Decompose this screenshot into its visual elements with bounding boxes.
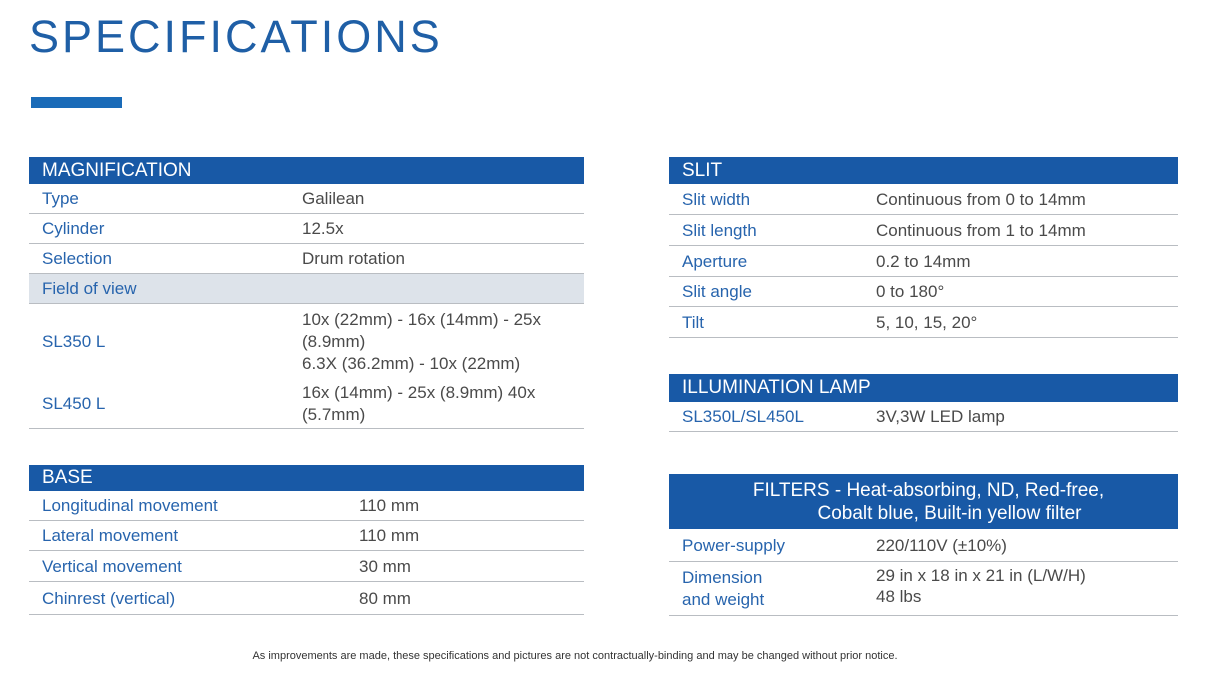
row-label: Slit length: [682, 221, 757, 240]
filters-section: [669, 474, 1178, 616]
dimension-value-line: 48 lbs: [876, 586, 922, 606]
row-label: Slit angle: [682, 282, 752, 301]
table-row: [29, 244, 584, 274]
field-of-view-row: [29, 274, 584, 304]
illumination-header: ILLUMINATION LAMP: [669, 374, 1178, 402]
field-of-view-label: Field of view: [42, 279, 137, 298]
table-row: [669, 402, 1178, 432]
sl350-label: SL350 L: [42, 331, 106, 351]
row-label: Selection: [42, 249, 112, 268]
dimension-label-line: Dimension: [682, 567, 763, 587]
row-value: 5, 10, 15, 20°: [876, 313, 978, 332]
row-value: Drum rotation: [302, 249, 405, 268]
row-value: 110 mm: [359, 526, 420, 545]
sl350-line: 10x (22mm) - 16x (14mm) - 25x: [302, 309, 541, 329]
row-value: 30 mm: [359, 557, 411, 576]
slit-section: [669, 157, 1178, 338]
sl450-line: (5.7mm): [302, 404, 366, 424]
sl350-row: [29, 304, 584, 379]
row-label: Aperture: [682, 252, 748, 271]
base-header: BASE: [29, 465, 584, 491]
row-label: Chinrest (vertical): [42, 589, 176, 608]
table-row: [29, 184, 584, 214]
row-label: Longitudinal movement: [42, 496, 218, 515]
filters-title-line: FILTERS - Heat-absorbing, ND, Red-free,: [752, 480, 1105, 501]
sl450-row: [29, 379, 584, 429]
page-title: SPECIFICATIONS: [29, 11, 443, 62]
row-value: 12.5x: [302, 219, 344, 238]
footnote: As improvements are made, these specifications and pictures are not contractually-binding and may be changed without prior notice.: [252, 650, 898, 662]
row-label: Lateral movement: [42, 526, 179, 545]
table-row: [29, 582, 584, 615]
table-row: [29, 521, 584, 551]
power-supply-value: 220/110V (±10%): [876, 536, 1007, 555]
sl350-line: (8.9mm): [302, 331, 366, 351]
row-label: Type: [42, 189, 79, 208]
table-row: [669, 246, 1178, 277]
table-row: [29, 214, 584, 244]
dimension-value-line: 29 in x 18 in x 21 in (L/W/H): [876, 565, 1086, 585]
dimension-label: [669, 567, 876, 611]
table-row: [29, 491, 584, 521]
row-label: Tilt: [682, 313, 705, 332]
table-row: [29, 551, 584, 582]
row-value: 3V,3W LED lamp: [876, 407, 1005, 426]
row-label: Cylinder: [42, 219, 105, 238]
row-value: Continuous from 0 to 14mm: [876, 190, 1086, 209]
slit-header: SLIT: [669, 157, 1178, 184]
table-row: [669, 277, 1178, 307]
sl350-value: [302, 309, 541, 375]
dimension-label-line: and weight: [682, 589, 765, 609]
table-row: [669, 307, 1178, 338]
table-row: [669, 215, 1178, 246]
row-value: Continuous from 1 to 14mm: [876, 221, 1086, 240]
row-label: Slit width: [682, 190, 751, 209]
dimension-value: [876, 565, 1086, 607]
table-row: [669, 184, 1178, 215]
row-label: SL350L/SL450L: [682, 407, 804, 426]
illumination-section: [669, 374, 1178, 432]
table-row: [669, 529, 1178, 562]
row-label: Vertical movement: [42, 557, 182, 576]
row-value: 0 to 180°: [876, 282, 945, 301]
base-section: [29, 465, 584, 615]
filters-title-line: Cobalt blue, Built-in yellow filter: [817, 503, 1082, 524]
row-value: Galilean: [302, 189, 365, 208]
dimension-row: [669, 562, 1178, 616]
magnification-section: [29, 157, 584, 429]
power-supply-label: Power-supply: [682, 536, 785, 555]
row-value: 80 mm: [359, 589, 411, 608]
sl450-label: SL450 L: [42, 393, 106, 413]
sl450-line: 16x (14mm) - 25x (8.9mm) 40x: [302, 382, 536, 402]
sl450-value: [302, 382, 535, 426]
accent-bar: [31, 97, 122, 108]
magnification-header: MAGNIFICATION: [29, 157, 584, 184]
row-value: 0.2 to 14mm: [876, 252, 971, 271]
sl350-line: 6.3X (36.2mm) - 10x (22mm): [302, 353, 521, 373]
row-value: 110 mm: [359, 496, 420, 515]
filters-header: [669, 474, 1178, 529]
